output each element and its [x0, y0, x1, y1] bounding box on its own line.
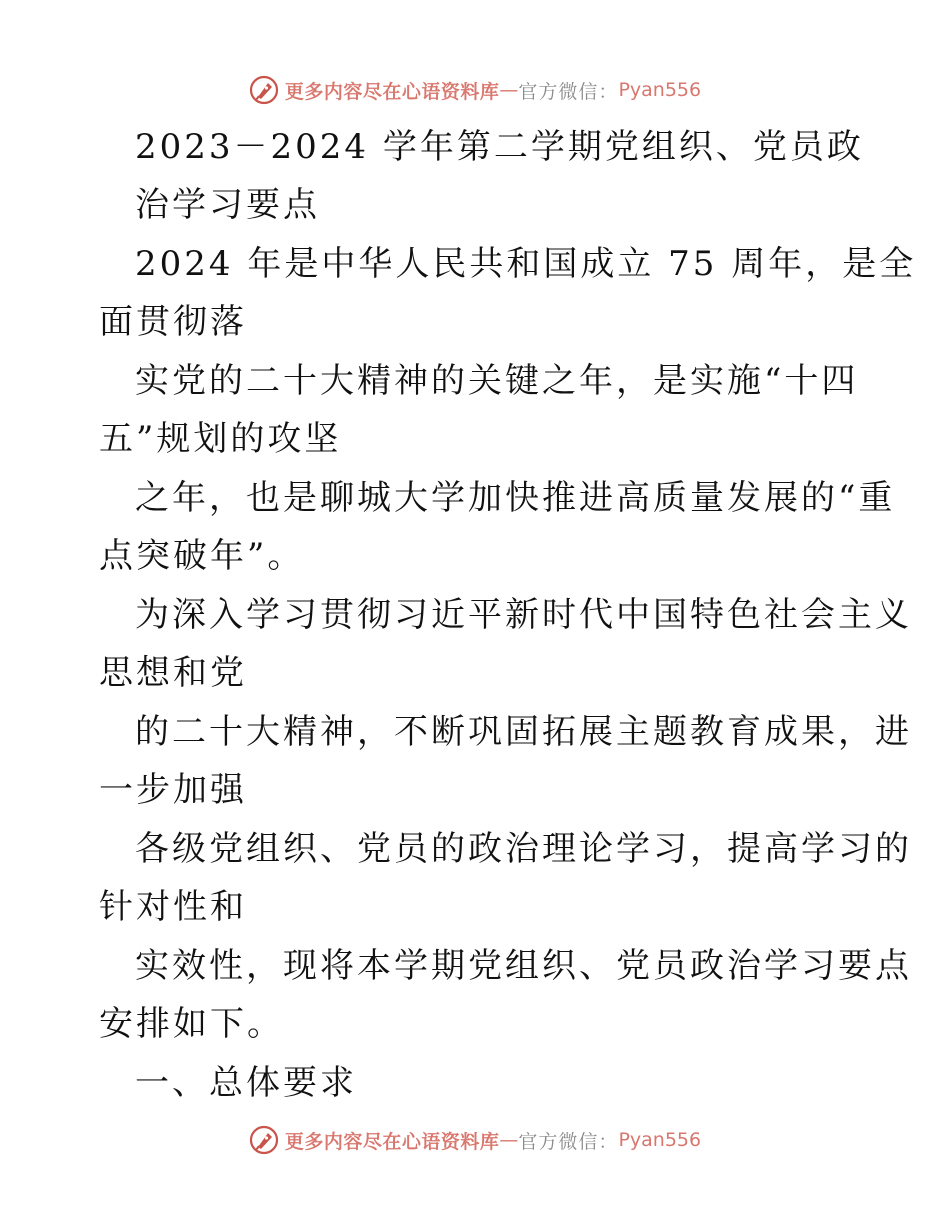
section-heading: 一、总体要求 — [135, 1063, 357, 1103]
paragraph-line: 针对性和 — [99, 887, 247, 927]
watermark-contact-label: 官方微信： — [518, 80, 619, 103]
paragraph-line: 安排如下。 — [99, 1004, 284, 1044]
watermark-footer — [0, 1120, 950, 1160]
watermark-contact-label: 官方微信： — [518, 1130, 619, 1153]
pen-nib-logo-icon — [249, 1125, 279, 1155]
watermark-separator: — — [499, 79, 519, 101]
paragraph-line: 一步加强 — [99, 770, 247, 810]
watermark-separator: — — [499, 1129, 519, 1151]
paragraph-line: 实效性，现将本学期党组织、党员政治学习要点 — [135, 946, 912, 986]
document-title-line-2: 治学习要点 — [135, 185, 320, 225]
paragraph-line: 思想和党 — [99, 653, 247, 693]
paragraph-line: 的二十大精神，不断巩固拓展主题教育成果，进 — [135, 712, 912, 752]
paragraph-line: 点突破年”。 — [99, 536, 305, 576]
document-title-line-1: 2023－2024 学年第二学期党组织、党员政 — [135, 127, 864, 167]
paragraph-line: 实党的二十大精神的关键之年，是实施“十四 — [135, 361, 859, 401]
watermark-brand: 更多内容尽在心语资料库 — [284, 80, 500, 103]
paragraph-line: 2024 年是中华人民共和国成立 75 周年，是全 — [135, 244, 917, 284]
paragraph-line: 五”规划的攻坚 — [99, 419, 342, 459]
watermark-account: Pyan556 — [618, 79, 702, 101]
paragraph-line: 各级党组织、党员的政治理论学习，提高学习的 — [135, 829, 912, 869]
watermark-brand: 更多内容尽在心语资料库 — [284, 1130, 500, 1153]
paragraph-line: 之年，也是聊城大学加快推进高质量发展的“重 — [135, 478, 896, 518]
watermark-account: Pyan556 — [618, 1129, 702, 1151]
paragraph-line: 为深入学习贯彻习近平新时代中国特色社会主义 — [135, 595, 912, 635]
paragraph-line: 面贯彻落 — [99, 302, 247, 342]
